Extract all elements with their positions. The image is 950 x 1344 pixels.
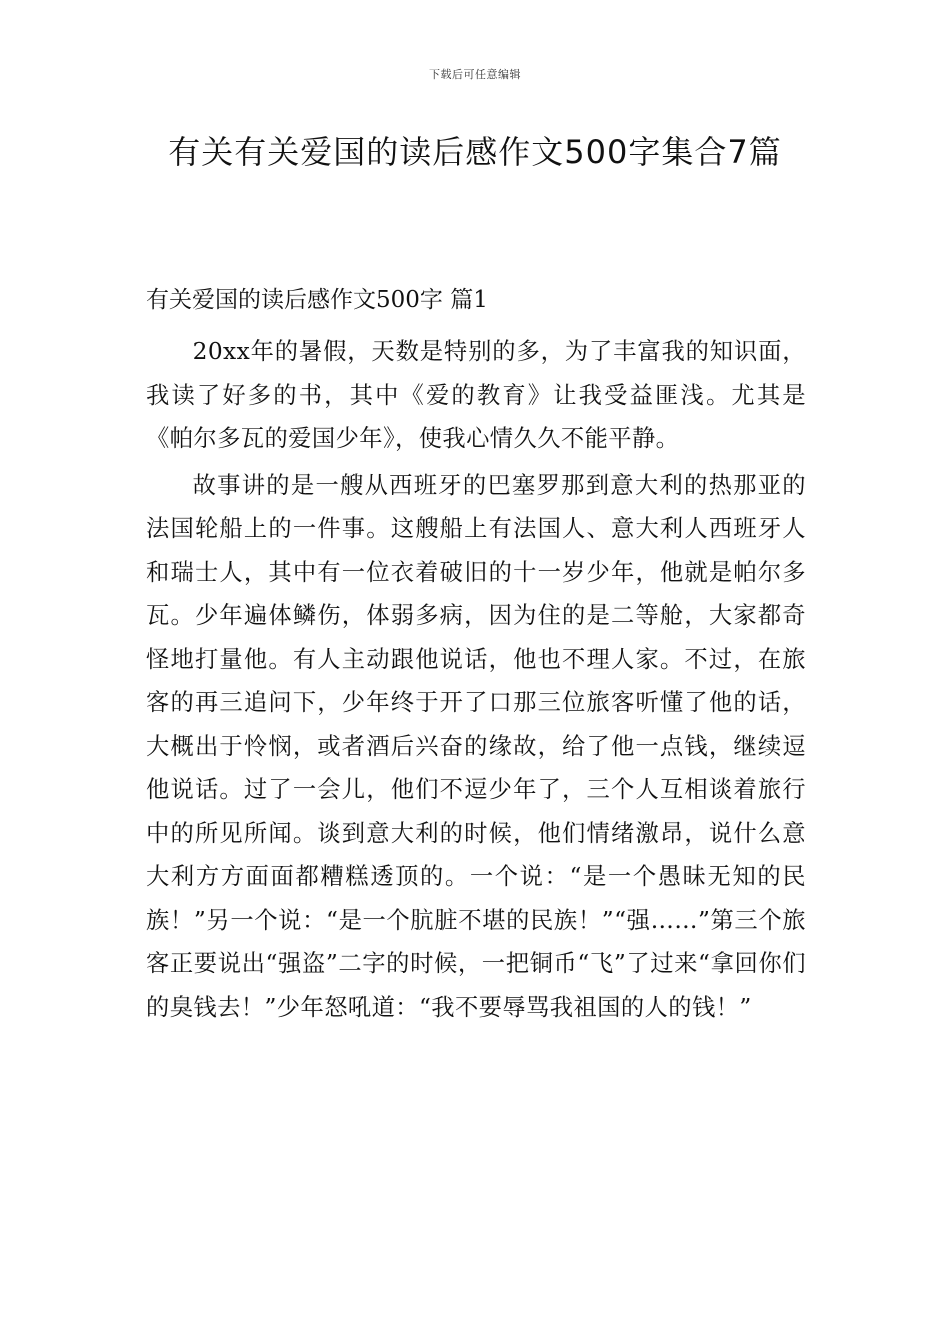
header-note: 下载后可任意编辑: [429, 68, 521, 81]
article-body: [146, 280, 806, 1032]
section-heading: 有关爱国的读后感作文500字 篇1: [146, 287, 488, 313]
document-title: 有关有关爱国的读后感作文500字集合7篇: [168, 133, 782, 171]
paragraph-2: 故事讲的是一艘从西班牙的巴塞罗那到意大利的热那亚的法国轮船上的一件事。这艘船上有法国人、意大利人西班牙人和瑞士人，其中有一位衣着破旧的十一岁少年，他就是帕尔多瓦。少年遍体鳞伤，体弱多病，因为住的是二等舱，大家都奇怪地打量他。有人主动跟他说话，他也不理人家。不过，在旅客的再三追问下，少年终于开了口那三位旅客听懂了他的话，大概出于怜悯，或者酒后兴奋的缘故，给了他一点钱，继续逗他说话。过了一会儿，他们不逗少年了，三个人互相谈着旅行中的所见所闻。谈到意大利的时候，他们情绪激昂，说什么意大利方方面面都糟糕透顶的。一个说：“是一个愚昧无知的民族！”另一个说：“是一个肮脏不堪的民族！”“强……”第三个旅客正要说出“强盗”二字的时候，一把铜币“飞”了过来“拿回你们的臭钱去！”少年怒吼道：“我不要辱骂我祖国的人的钱！”: [146, 471, 806, 1021]
paragraph-1: 20xx年的暑假，天数是特别的多，为了丰富我的知识面，我读了好多的书，其中《爱的教育》让我受益匪浅。尤其是《帕尔多瓦的爱国少年》，使我心情久久不能平静。: [146, 338, 806, 452]
